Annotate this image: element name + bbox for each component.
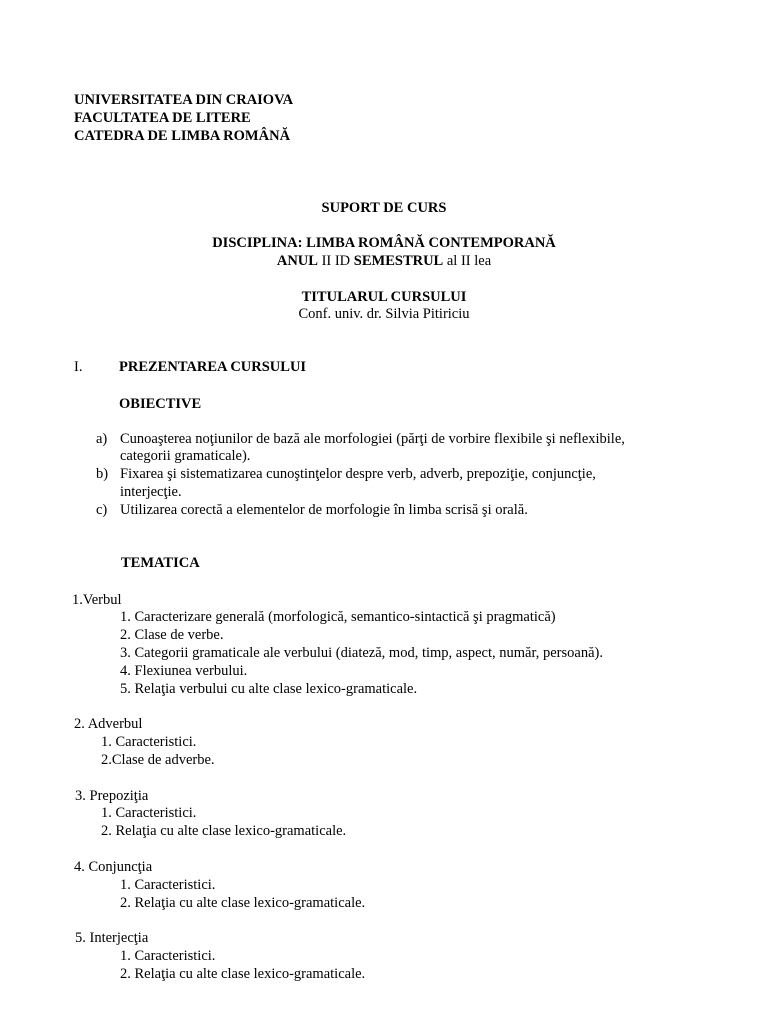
list-marker: b) bbox=[96, 466, 109, 482]
semester-value: al II lea bbox=[443, 253, 492, 269]
list-item: 2. Relaţia cu alte clase lexico-gramaticale. bbox=[120, 966, 366, 982]
department-name: CATEDRA DE LIMBA ROMÂNĂ bbox=[74, 128, 291, 144]
list-item: 2.Clase de adverbe. bbox=[101, 752, 215, 768]
list-item: 1. Caracteristici. bbox=[101, 805, 197, 821]
section-number: I. bbox=[74, 359, 83, 375]
year-semester-line bbox=[0, 252, 768, 270]
course-holder-name: Conf. univ. dr. Silvia Pitiriciu bbox=[298, 306, 470, 322]
section-heading: PREZENTAREA CURSULUI bbox=[119, 359, 307, 375]
list-item: 3. Categorii gramaticale ale verbului (diateză, mod, timp, aspect, număr, persoană). bbox=[120, 645, 603, 661]
objective-text-continued: categorii gramaticale). bbox=[120, 448, 251, 464]
discipline-title: DISCIPLINA: LIMBA ROMÂNĂ CONTEMPORANĂ bbox=[212, 235, 556, 251]
topic-title: 3. Prepoziţia bbox=[75, 788, 149, 804]
course-holder-heading: TITULARUL CURSULUI bbox=[301, 289, 467, 305]
year-label: ANUL bbox=[276, 253, 318, 269]
objective-text: Cunoaşterea noţiunilor de bază ale morfologiei (părţi de vorbire flexibile şi neflexibile, bbox=[120, 431, 625, 447]
list-item: 1. Caracteristici. bbox=[101, 734, 197, 750]
list-item: 2. Relaţia cu alte clase lexico-gramaticale. bbox=[120, 895, 366, 911]
objectives-heading: OBIECTIVE bbox=[119, 396, 202, 412]
list-item: 4. Flexiunea verbului. bbox=[120, 663, 248, 679]
list-item: 5. Relaţia verbului cu alte clase lexico-gramaticale. bbox=[120, 681, 418, 697]
list-marker: c) bbox=[96, 502, 108, 518]
objective-text: Utilizarea corectă a elementelor de morfologie în limba scrisă şi orală. bbox=[120, 502, 528, 518]
list-marker: a) bbox=[96, 431, 108, 447]
topics-heading: TEMATICA bbox=[121, 555, 200, 571]
list-item: 1. Caracteristici. bbox=[120, 877, 216, 893]
year-value: II ID bbox=[317, 253, 354, 269]
semester-label: SEMESTRUL bbox=[353, 253, 444, 269]
list-item: 2. Relaţia cu alte clase lexico-gramaticale. bbox=[101, 823, 347, 839]
list-item: 1. Caracterizare generală (morfologică, semantico-sintactică şi pragmatică) bbox=[120, 609, 556, 625]
faculty-name: FACULTATEA DE LITERE bbox=[74, 110, 251, 126]
list-item: 1. Caracteristici. bbox=[120, 948, 216, 964]
topic-title: 1.Verbul bbox=[72, 592, 122, 608]
course-support-title: SUPORT DE CURS bbox=[321, 200, 447, 216]
topic-title: 5. Interjecţia bbox=[75, 930, 149, 946]
university-name: UNIVERSITATEA DIN CRAIOVA bbox=[74, 92, 294, 108]
objective-text: Fixarea şi sistematizarea cunoştinţelor despre verb, adverb, prepoziţie, conjuncţie, bbox=[120, 466, 596, 482]
topic-title: 4. Conjuncţia bbox=[74, 859, 153, 875]
topic-title: 2. Adverbul bbox=[74, 716, 143, 732]
list-item: 2. Clase de verbe. bbox=[120, 627, 224, 643]
objective-text-continued: interjecţie. bbox=[120, 484, 182, 500]
